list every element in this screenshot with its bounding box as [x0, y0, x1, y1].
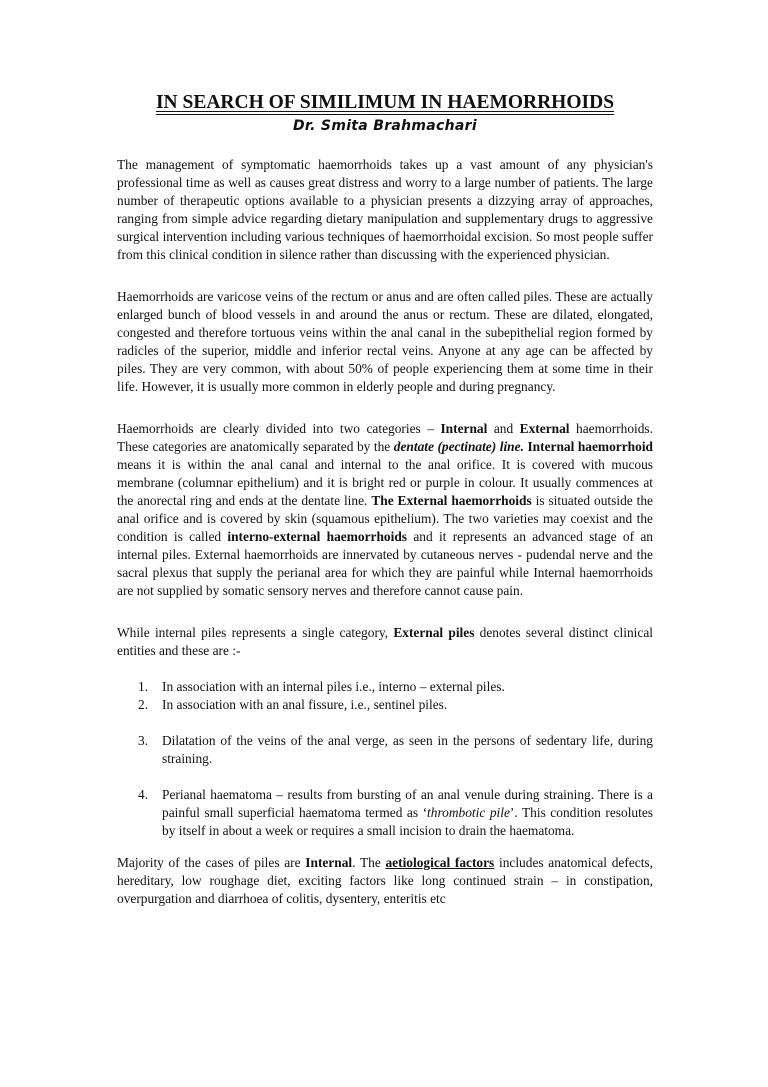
paragraph-intro: The management of symptomatic haemorrhoids takes up a vast amount of any physician's professional time as well as causes great distress and worry to a large number of patients. The large number of therapeutic options available to a physician presents a dizzying array of approaches, ranging from simple advice regarding dietary manipulation and supplementary drugs to aggressive surgical intervention including various techniques of haemorrhoidal excision. So most people suffer from this clinical condition in silence rather than discussing with the experienced physician.: [117, 157, 653, 262]
bold-run: The External haemorrhoids: [371, 493, 532, 508]
bold-italic-run: dentate (pectinate) line.: [393, 439, 524, 454]
bold-run: External: [519, 421, 570, 436]
text-run: haemorrhoids. These categories are anatomically separated by the: [117, 421, 653, 454]
list-number: 3.: [138, 733, 149, 748]
list-text: In association with an anal fissure, i.e., sentinel piles.: [162, 697, 448, 712]
external-piles-list: [117, 678, 653, 840]
author-name: Dr. Smita Brahmachari: [293, 118, 477, 134]
text-run: is situated outside the anal orifice and is covered by skin (squamous epithelium). The two varieties may coexist and the condition is called: [117, 493, 653, 544]
text-run: ’. This condition resolutes by itself in about a week or requires a small incision to drain the haematoma.: [162, 805, 653, 838]
italic-run: thrombotic pile: [427, 805, 510, 820]
list-item: [138, 732, 653, 768]
list-text: Dilatation of the veins of the anal verge, as seen in the persons of sedentary life, during straining.: [162, 733, 653, 766]
list-number: 4.: [138, 787, 149, 802]
bold-run: Internal haemorrhoid: [527, 439, 653, 454]
list-item: [138, 696, 653, 714]
text-run: and: [487, 421, 520, 436]
text-run: and it represents an advanced stage of an internal piles. External haemorrhoids are innervated by cutaneous nerves - pudendal nerve and the sacral plexus that supply the perianal area for which they are painful while Internal haemorrhoids are not supplied by somatic sensory nerves and therefore cannot cause pain.: [117, 529, 653, 598]
paragraph-external-piles: [117, 624, 653, 660]
paragraph-definition: Haemorrhoids are varicose veins of the rectum or anus and are often called piles. These are actually enlarged bunch of blood vessels in and around the anus or rectum. These are dilated, elongated, congested and therefore tortuous veins within the anal canal in the subepithelial region formed by radicles of the superior, middle and inferior rectal veins. Anyone at any age can be affected by piles. They are very common, with about 50% of people experiencing them at some time in their life. However, it is usually more common in elderly people and during pregnancy.: [117, 289, 653, 394]
text-run: means it is within the anal canal and internal to the anal orifice. It is covered with mucous membrane (columnar epithelium) and it is bright red or purple in colour. It usually commences at the anorectal ring and ends at the dentate line.: [117, 457, 653, 508]
paragraph-aetiology: [117, 854, 653, 908]
list-number: 1.: [138, 679, 149, 694]
text-run: includes anatomical defects, hereditary, low roughage diet, exciting factors like long continued strain – in constipation, overpurgation and diarrhoea of colitis, dysentery, enteritis etc: [117, 855, 653, 906]
list-text: [162, 786, 653, 840]
bold-run: Internal: [440, 421, 488, 436]
document-page: [117, 92, 653, 932]
paragraph-categories: [117, 420, 653, 600]
text-run: Perianal haematoma – results from bursting of an anal venule during straining. There is a painful small superficial haematoma termed as ‘: [162, 787, 653, 820]
bold-run: interno-external haemorrhoids: [227, 529, 408, 544]
underlined-run: aetiological factors: [385, 855, 495, 870]
text-run: While internal piles represents a single category,: [117, 625, 394, 640]
list-item: [138, 678, 653, 696]
text-run: denotes several distinct clinical entities and these are :-: [117, 625, 653, 658]
bold-run: Internal: [305, 855, 353, 870]
list-number: 2.: [138, 697, 149, 712]
list-item: [138, 786, 653, 840]
text-run: . The: [352, 855, 386, 870]
document-title: IN SEARCH OF SIMILIMUM IN HAEMORRHOIDS: [155, 92, 615, 113]
text-run: Majority of the cases of piles are: [117, 855, 306, 870]
list-text: In association with an internal piles i.e., interno – external piles.: [162, 679, 505, 694]
bold-run: External piles: [393, 625, 475, 640]
text-run: Haemorrhoids are clearly divided into two categories –: [117, 421, 441, 436]
